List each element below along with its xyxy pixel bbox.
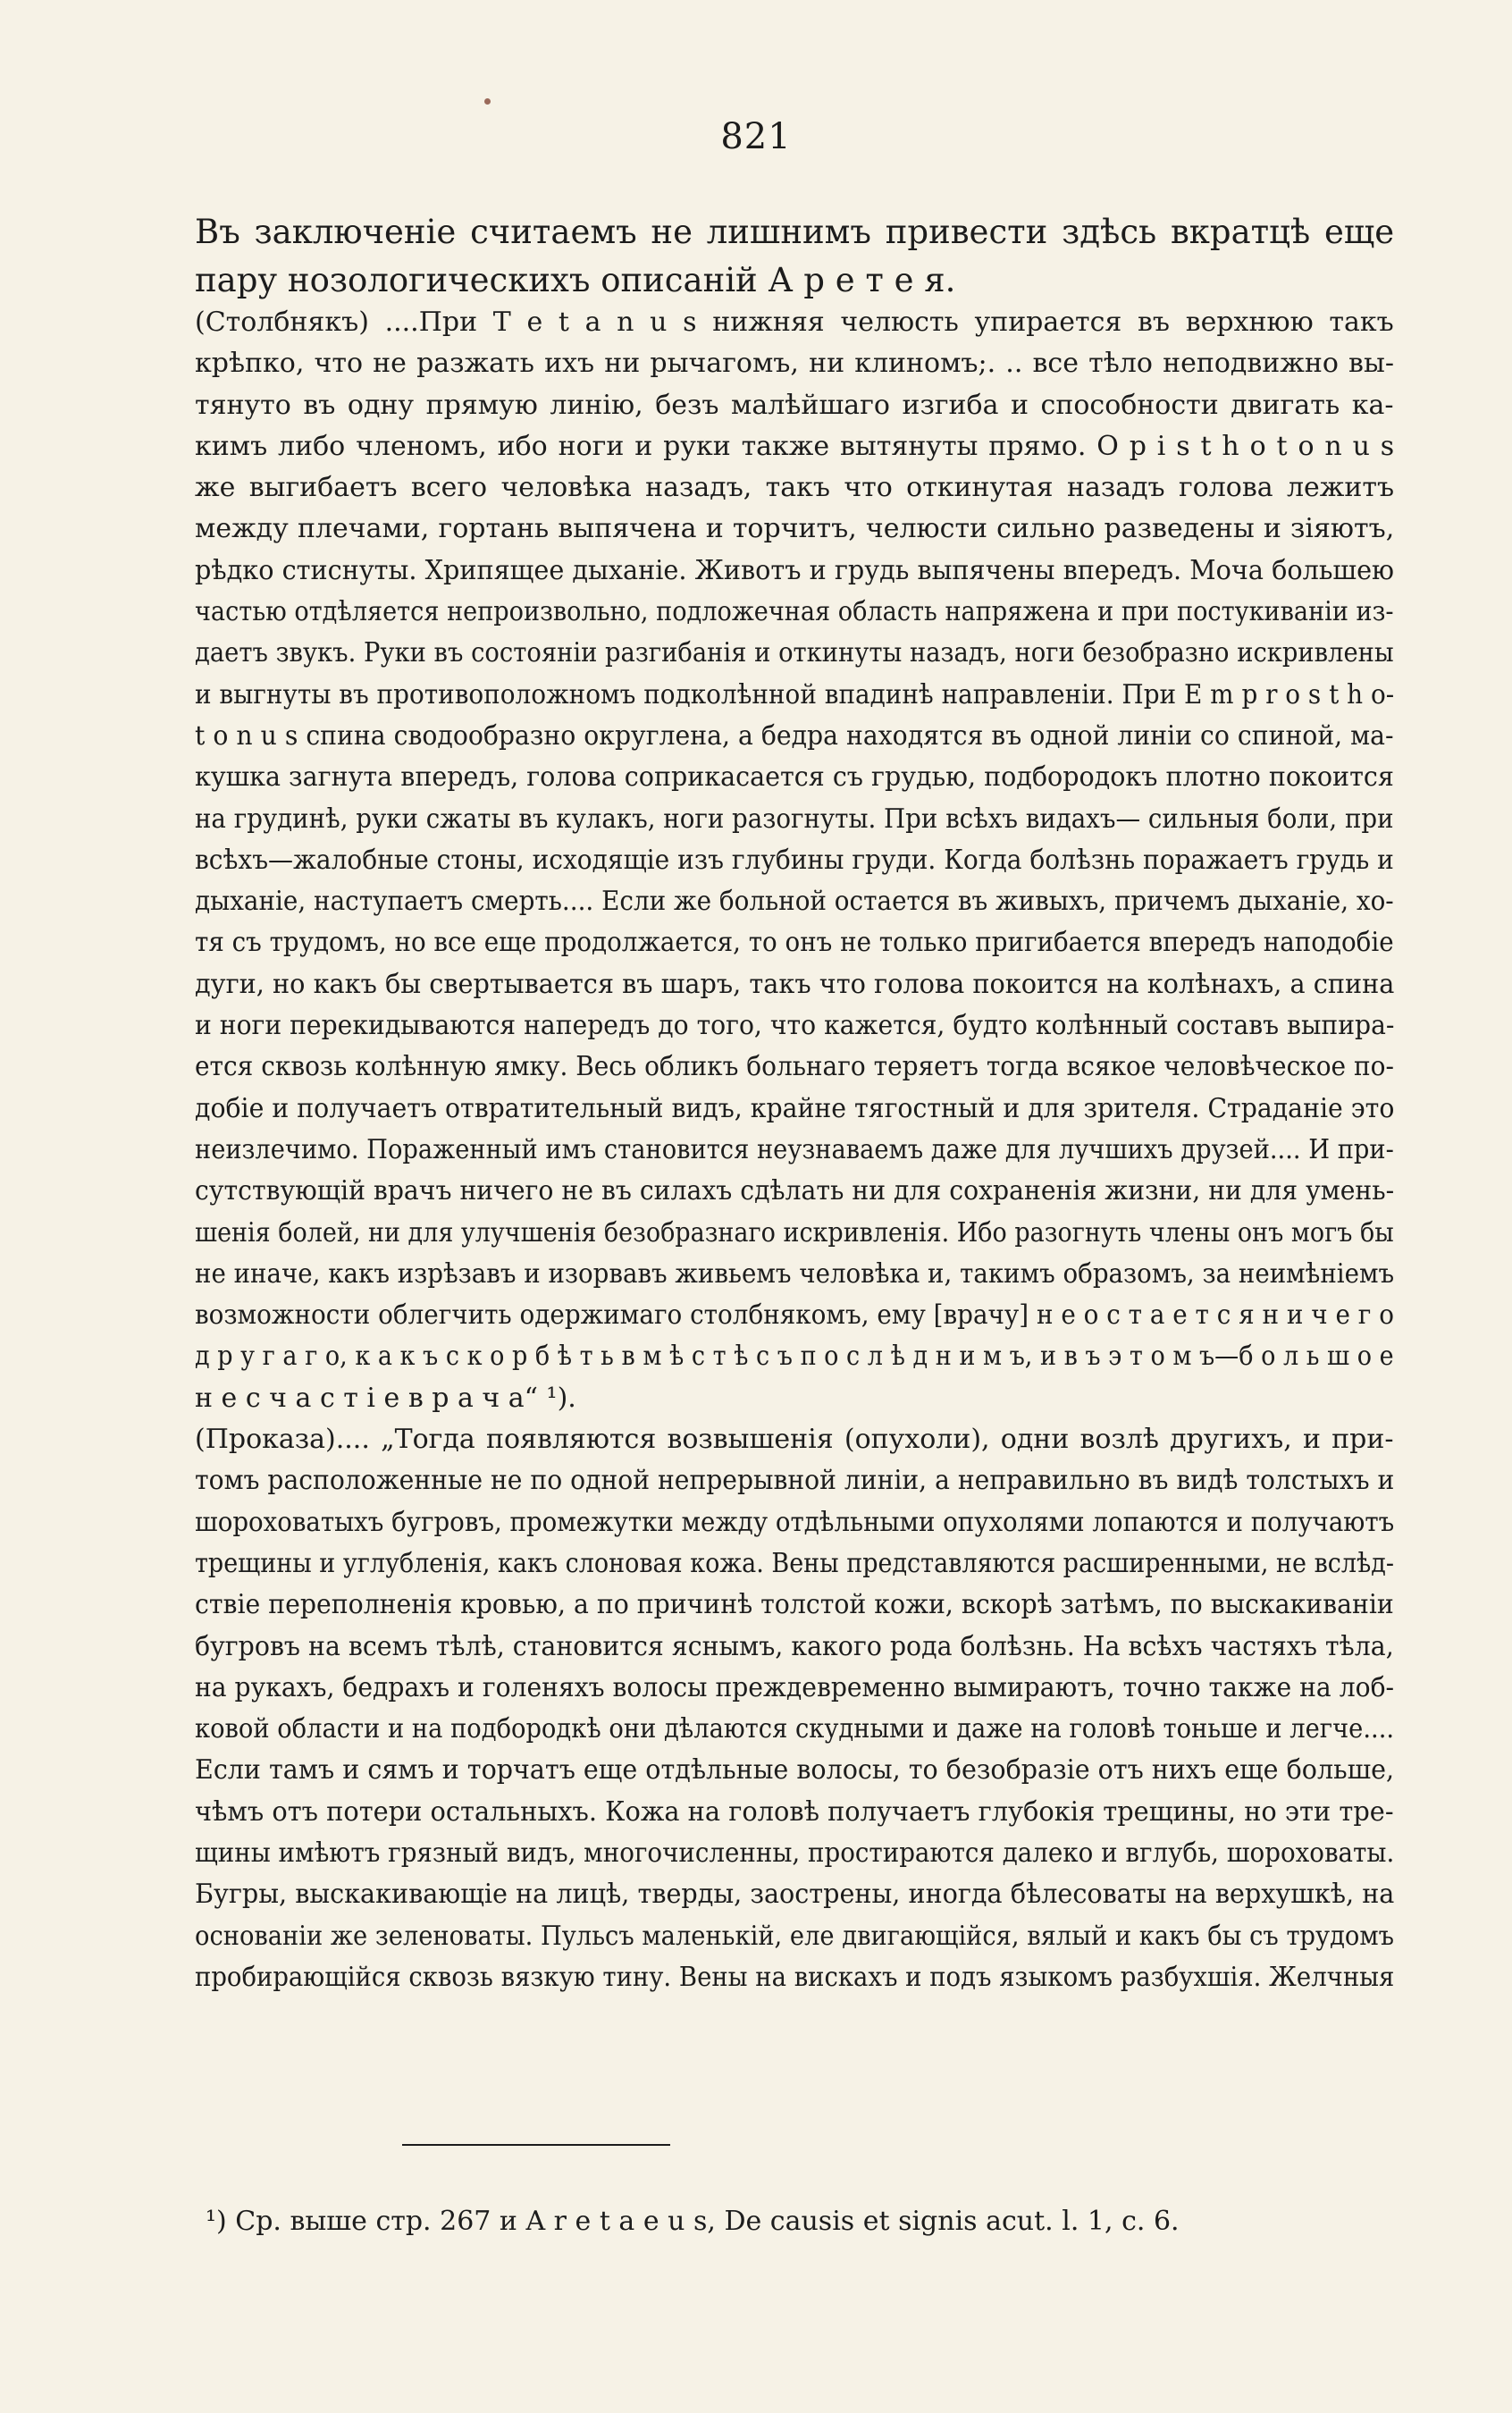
line-text: пару нозологическихъ описаній А р е т е я.	[195, 261, 956, 299]
text-line	[195, 1502, 1394, 1543]
line-text: д р у г а г о, к а к ъ с к о р б ѣ т ь в м ѣ с т ѣ с ъ п о с л ѣ д н и м ъ, и в ъ э т о м ъ—б о л ь ш о е	[195, 1341, 1394, 1373]
main-text-body	[195, 302, 1394, 1998]
text-line	[195, 509, 1394, 550]
text-line	[195, 840, 1394, 881]
text-line	[195, 881, 1394, 922]
line-text: Бугры, выскакивающіе на лицѣ, тверды, заострены, иногда бѣлесоваты на верхушкѣ, на	[195, 1879, 1395, 1911]
text-line	[195, 1254, 1394, 1295]
text-line	[195, 1295, 1394, 1336]
line-text: рѣдко стиснуты. Хрипящее дыханіе. Животъ и грудь выпячены впередъ. Моча большею	[195, 554, 1395, 586]
line-text: и ноги перекидываются напередъ до того, что кажется, будто колѣнный составъ выпира-	[195, 1010, 1395, 1042]
text-line	[195, 1419, 1394, 1460]
line-text: между плечами, гортань выпячена и торчитъ, челюсти сильно разведены и зіяютъ,	[195, 513, 1395, 545]
line-text: t o n u s спина сводообразно округлена, а бедра находятся въ одной линіи со спиной, ма-	[195, 719, 1394, 752]
line-text: и выгнуты въ противоположномъ подколѣнной впадинѣ направленіи. При E m p r o s t h o-	[195, 678, 1395, 710]
text-line	[195, 1336, 1394, 1377]
text-line	[195, 1047, 1394, 1088]
intro-paragraph	[195, 208, 1394, 305]
line-text: добіе и получаетъ отвратительный видъ, крайне тягостный и для зрителя. Страданіе это	[195, 1092, 1395, 1124]
text-line	[195, 343, 1394, 384]
footnote	[206, 2206, 1180, 2237]
line-text: Въ заключеніе считаемъ не лишнимъ привести здѣсь вкратцѣ еще	[195, 213, 1395, 251]
text-line	[195, 1005, 1394, 1047]
line-text: не иначе, какъ изрѣзавъ и изорвавъ живьемъ человѣка и, такимъ образомъ, за неимѣніемъ	[195, 1257, 1395, 1290]
text-line	[195, 1543, 1394, 1585]
text-line	[195, 964, 1394, 1005]
text-line	[195, 1089, 1394, 1130]
line-text: основаніи же зеленоваты. Пульсъ маленькій, еле двигающійся, вялый и какъ бы съ трудомъ	[195, 1920, 1394, 1952]
text-line	[195, 208, 1394, 256]
text-line	[195, 1792, 1394, 1833]
text-line	[195, 1750, 1394, 1791]
text-line	[195, 675, 1394, 716]
text-line	[195, 757, 1394, 798]
line-text: сутствующій врачъ ничего не въ силахъ сдѣлать ни для сохраненія жизни, ни для умень-	[195, 1175, 1395, 1207]
text-line	[195, 1833, 1394, 1874]
text-line	[195, 256, 1394, 305]
text-line	[195, 467, 1394, 509]
line-text: трещины и углубленія, какъ слоновая кожа. Вены представляются расширенными, не вслѣд-	[195, 1547, 1395, 1579]
line-text: шороховатыхъ бугровъ, промежутки между отдѣльными опухолями лопаются и получаютъ	[195, 1506, 1395, 1538]
line-text: на грудинѣ, руки сжаты въ кулакъ, ноги разогнуты. При всѣхъ видахъ— сильныя боли, при	[195, 803, 1394, 835]
line-text: всѣхъ—жалобные стоны, исходящіе изъ глубины груди. Когда болѣзнь поражаетъ грудь и	[195, 844, 1394, 876]
text-line	[195, 799, 1394, 840]
line-text: томъ расположенные не по одной непрерывной линіи, а неправильно въ видѣ толстыхъ и	[195, 1465, 1395, 1497]
line-text: (Проказа).... „Тогда появляются возвышенія (опухоли), одни возлѣ другихъ, и при-	[195, 1424, 1394, 1456]
line-text: пробирающійся сквозь вязкую тину. Вены на вискахъ и подъ языкомъ разбухшія. Желчныя	[195, 1961, 1395, 1993]
line-text: кушка загнута впередъ, голова соприкасается съ грудью, подбородокъ плотно покоится	[195, 761, 1394, 794]
line-text: (Столбнякъ) ....При T e t a n u s нижняя челюсть упирается въ верхнюю такъ	[195, 307, 1394, 338]
footnote-text: ¹) Ср. выше стр. 267 и A r e t a e u s, De causis et signis acut. l. 1, c. 6.	[206, 2206, 1180, 2237]
line-text: ствіе переполненія кровью, а по причинѣ толстой кожи, вскорѣ затѣмъ, по выскакиваніи	[195, 1589, 1394, 1621]
text-line	[195, 592, 1394, 633]
line-text: кимъ либо членомъ, ибо ноги и руки также вытянуты прямо. O p i s t h o t o n u s	[195, 430, 1395, 462]
text-line	[195, 1213, 1394, 1254]
text-line	[195, 302, 1394, 343]
line-text: дыханіе, наступаетъ смерть.... Если же больной остается въ живыхъ, причемъ дыханіе, хо-	[195, 886, 1394, 918]
line-text: чѣмъ отъ потери остальныхъ. Кожа на головѣ получаетъ глубокія трещины, но эти тре-	[195, 1795, 1394, 1828]
line-text: н е с ч а с т і е в р а ч а“ ¹).	[195, 1382, 576, 1414]
ink-dot	[484, 98, 491, 105]
line-text: же выгибаетъ всего человѣка назадъ, такъ что откинутая назадъ голова лежитъ	[195, 472, 1395, 504]
line-text: на рукахъ, бедрахъ и голеняхъ волосы преждевременно вымираютъ, точно также на лоб-	[195, 1671, 1395, 1703]
line-text: бугровъ на всемъ тѣлѣ, становится яснымъ, какого рода болѣзнь. На всѣхъ частяхъ тѣла,	[195, 1630, 1394, 1662]
line-text: частью отдѣляется непроизвольно, подложечная область напряжена и при постукиваніи из-	[195, 596, 1394, 628]
line-text: даетъ звукъ. Руки въ состояніи разгибанія и откинуты назадъ, ноги безобразно искривлены	[195, 637, 1394, 669]
text-line	[195, 1916, 1394, 1957]
text-line	[195, 551, 1394, 592]
line-text: Если тамъ и сямъ и торчатъ еще отдѣльные волосы, то безобразіе отъ нихъ еще больше,	[195, 1754, 1395, 1787]
text-line	[195, 1171, 1394, 1212]
text-line	[195, 716, 1394, 757]
line-text: ется сквозь колѣнную ямку. Весь обликъ больнаго теряетъ тогда всякое человѣческое по-	[195, 1051, 1394, 1083]
text-line	[195, 1874, 1394, 1915]
text-line	[195, 1627, 1394, 1668]
text-line	[195, 1585, 1394, 1626]
text-line	[195, 1957, 1394, 1998]
page-number: 821	[720, 116, 792, 157]
line-text: возможности облегчить одержимаго столбнякомъ, ему [врачу] н е о с т а е т с я н и ч е г о	[195, 1299, 1394, 1332]
text-line	[195, 385, 1394, 426]
line-text: ковой области и на подбородкѣ они дѣлаются скудными и даже на головѣ тоньше и легче....	[195, 1713, 1395, 1745]
line-text: неизлечимо. Пораженный имъ становится неузнаваемъ даже для лучшихъ друзей.... И при-	[195, 1133, 1394, 1165]
footnote-divider	[402, 2144, 670, 2146]
text-line	[195, 922, 1394, 963]
text-line	[195, 1460, 1394, 1501]
line-text: тя съ трудомъ, но все еще продолжается, то онъ не только пригибается впередъ наподобіе	[195, 927, 1394, 959]
text-line	[195, 426, 1394, 467]
text-line	[195, 1378, 1394, 1419]
line-text: щины имѣютъ грязный видъ, многочисленны, простираются далеко и вглубь, шороховаты.	[195, 1837, 1395, 1869]
line-text: крѣпко, что не разжать ихъ ни рычагомъ, ни клиномъ;. .. все тѣло неподвижно вы-	[195, 348, 1394, 380]
line-text: тянуто въ одну прямую линію, безъ малѣйшаго изгиба и способности двигать ка-	[195, 389, 1394, 421]
text-line	[195, 1709, 1394, 1750]
text-line	[195, 1130, 1394, 1171]
line-text: шенія болей, ни для улучшенія безобразнаго искривленія. Ибо разогнуть члены онъ могъ бы	[195, 1216, 1394, 1249]
line-text: дуги, но какъ бы свертывается въ шаръ, такъ что голова покоится на колѣнахъ, а спина	[195, 968, 1395, 1000]
text-line	[195, 1668, 1394, 1709]
text-line	[195, 633, 1394, 674]
